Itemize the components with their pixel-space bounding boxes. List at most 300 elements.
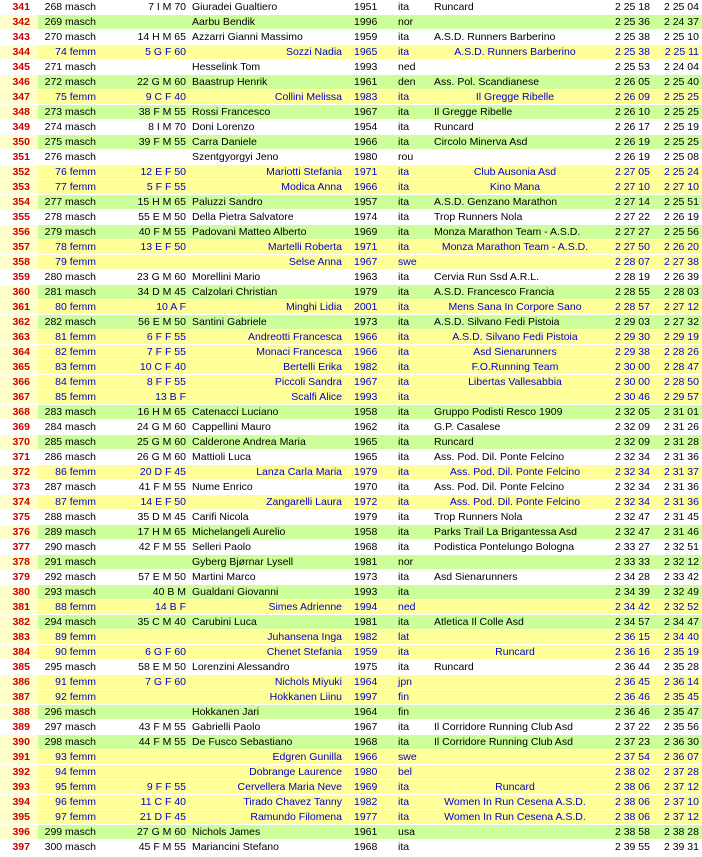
athlete-name-cell: Andreotti Francesca [188,330,348,345]
gun-time-cell: 2 38 58 [600,825,653,840]
gun-time-cell: 2 25 38 [600,45,653,60]
net-time-cell: 2 36 07 [653,750,702,765]
net-time-cell: 2 27 10 [653,180,702,195]
position-cell: 347 [0,90,38,105]
gun-time-cell: 2 26 19 [600,135,653,150]
net-time-cell: 2 37 10 [653,795,702,810]
gun-time-cell: 2 34 42 [600,600,653,615]
gun-time-cell: 2 27 27 [600,225,653,240]
nationality-cell: ita [394,165,430,180]
category-cell: 56 E M 50 [100,315,188,330]
table-row [0,15,702,30]
gun-time-cell: 2 27 22 [600,210,653,225]
net-time-cell: 2 25 25 [653,105,702,120]
category-cell: 25 G M 60 [100,435,188,450]
position-cell: 377 [0,540,38,555]
gender-rank-cell: 85 femm [38,390,100,405]
nationality-cell: ita [394,525,430,540]
category-cell: 5 F F 55 [100,180,188,195]
birth-year-cell: 1980 [348,150,394,165]
birth-year-cell: 1964 [348,705,394,720]
athlete-name-cell: Mariancini Stefano [188,840,348,855]
birth-year-cell: 1963 [348,270,394,285]
position-cell: 360 [0,285,38,300]
gun-time-cell: 2 25 38 [600,30,653,45]
table-row [0,585,702,600]
category-cell [100,255,188,270]
athlete-name-cell: Minghi Lidia [188,300,348,315]
table-row [0,645,702,660]
birth-year-cell: 1967 [348,375,394,390]
category-cell: 22 G M 60 [100,75,188,90]
category-cell: 40 B M [100,585,188,600]
athlete-name-cell: Simes Adrienne [188,600,348,615]
athlete-name-cell: Scalfi Alice [188,390,348,405]
club-cell: Runcard [430,120,600,135]
position-cell: 367 [0,390,38,405]
club-cell: Atletica Il Colle Asd [430,615,600,630]
gender-rank-cell: 97 femm [38,810,100,825]
table-row [0,705,702,720]
table-row [0,300,702,315]
nationality-cell: ita [394,585,430,600]
athlete-name-cell: Monaci Francesca [188,345,348,360]
net-time-cell: 2 25 40 [653,75,702,90]
position-cell: 395 [0,810,38,825]
net-time-cell: 2 25 10 [653,30,702,45]
gender-rank-cell: 288 masch [38,510,100,525]
club-cell [430,750,600,765]
gun-time-cell: 2 30 00 [600,375,653,390]
club-cell: Cervia Run Ssd A.R.L. [430,270,600,285]
category-cell: 7 F F 55 [100,345,188,360]
nationality-cell: ita [394,345,430,360]
gender-rank-cell: 296 masch [38,705,100,720]
gun-time-cell: 2 38 06 [600,810,653,825]
category-cell: 10 C F 40 [100,360,188,375]
birth-year-cell: 1969 [348,225,394,240]
gender-rank-cell: 76 femm [38,165,100,180]
gender-rank-cell: 87 femm [38,495,100,510]
nationality-cell: ita [394,105,430,120]
birth-year-cell: 1979 [348,285,394,300]
birth-year-cell: 1993 [348,585,394,600]
net-time-cell: 2 34 47 [653,615,702,630]
athlete-name-cell: Santini Gabriele [188,315,348,330]
birth-year-cell: 1968 [348,540,394,555]
table-row [0,75,702,90]
gender-rank-cell: 282 masch [38,315,100,330]
gun-time-cell: 2 32 09 [600,435,653,450]
table-row [0,90,702,105]
table-row [0,30,702,45]
gender-rank-cell: 286 masch [38,450,100,465]
club-cell: F.O.Running Team [430,360,600,375]
club-cell: Women In Run Cesena A.S.D. [430,810,600,825]
category-cell: 5 G F 60 [100,45,188,60]
club-cell: Il Corridore Running Club Asd [430,735,600,750]
athlete-name-cell: Azzarri Gianni Massimo [188,30,348,45]
club-cell: Circolo Minerva Asd [430,135,600,150]
birth-year-cell: 1967 [348,105,394,120]
athlete-name-cell: Mariotti Stefania [188,165,348,180]
gun-time-cell: 2 29 03 [600,315,653,330]
club-cell [430,825,600,840]
position-cell: 342 [0,15,38,30]
athlete-name-cell: Aarbu Bendik [188,15,348,30]
net-time-cell: 2 25 19 [653,120,702,135]
category-cell: 57 E M 50 [100,570,188,585]
gender-rank-cell: 96 femm [38,795,100,810]
gun-time-cell: 2 34 57 [600,615,653,630]
net-time-cell: 2 32 51 [653,540,702,555]
position-cell: 345 [0,60,38,75]
birth-year-cell: 1996 [348,15,394,30]
table-row [0,750,702,765]
birth-year-cell: 1993 [348,60,394,75]
gender-rank-cell: 274 masch [38,120,100,135]
gender-rank-cell: 93 femm [38,750,100,765]
category-cell [100,630,188,645]
athlete-name-cell: Selleri Paolo [188,540,348,555]
position-cell: 378 [0,555,38,570]
category-cell: 23 G M 60 [100,270,188,285]
gun-time-cell: 2 36 44 [600,660,653,675]
birth-year-cell: 1958 [348,405,394,420]
position-cell: 397 [0,840,38,855]
gun-time-cell: 2 37 22 [600,720,653,735]
nationality-cell: swe [394,750,430,765]
gender-rank-cell: 81 femm [38,330,100,345]
gun-time-cell: 2 39 55 [600,840,653,855]
club-cell [430,60,600,75]
gender-rank-cell: 90 femm [38,645,100,660]
nationality-cell: ita [394,330,430,345]
table-row [0,210,702,225]
net-time-cell: 2 28 03 [653,285,702,300]
nationality-cell: lat [394,630,430,645]
gender-rank-cell: 88 femm [38,600,100,615]
net-time-cell: 2 37 12 [653,780,702,795]
club-cell: Asd Sienarunners [430,345,600,360]
birth-year-cell: 1967 [348,255,394,270]
gun-time-cell: 2 32 34 [600,480,653,495]
athlete-name-cell: Carra Daniele [188,135,348,150]
net-time-cell: 2 35 56 [653,720,702,735]
athlete-name-cell: Martelli Roberta [188,240,348,255]
table-row [0,255,702,270]
birth-year-cell: 1966 [348,180,394,195]
gender-rank-cell: 268 masch [38,0,100,15]
club-cell: Il Gregge Ribelle [430,90,600,105]
athlete-name-cell: Collini Melissa [188,90,348,105]
club-cell: Mens Sana In Corpore Sano [430,300,600,315]
net-time-cell: 2 26 19 [653,210,702,225]
net-time-cell: 2 36 14 [653,675,702,690]
birth-year-cell: 1966 [348,330,394,345]
gun-time-cell: 2 25 53 [600,60,653,75]
birth-year-cell: 1994 [348,600,394,615]
athlete-name-cell: Padovani Matteo Alberto [188,225,348,240]
club-cell [430,15,600,30]
gun-time-cell: 2 27 50 [600,240,653,255]
category-cell [100,705,188,720]
position-cell: 381 [0,600,38,615]
position-cell: 362 [0,315,38,330]
birth-year-cell: 1983 [348,90,394,105]
athlete-name-cell: Della Pietra Salvatore [188,210,348,225]
nationality-cell: ita [394,540,430,555]
category-cell: 20 D F 45 [100,465,188,480]
net-time-cell: 2 28 50 [653,375,702,390]
net-time-cell: 2 29 57 [653,390,702,405]
nationality-cell: ita [394,225,430,240]
nationality-cell: ita [394,615,430,630]
position-cell: 368 [0,405,38,420]
table-row [0,435,702,450]
birth-year-cell: 1965 [348,450,394,465]
gender-rank-cell: 278 masch [38,210,100,225]
table-row [0,315,702,330]
category-cell: 8 I M 70 [100,120,188,135]
nationality-cell: ita [394,495,430,510]
category-cell: 17 H M 65 [100,525,188,540]
athlete-name-cell: Doni Lorenzo [188,120,348,135]
nationality-cell: ita [394,570,430,585]
position-cell: 359 [0,270,38,285]
net-time-cell: 2 38 28 [653,825,702,840]
athlete-name-cell: Dobrange Laurence [188,765,348,780]
gender-rank-cell: 276 masch [38,150,100,165]
athlete-name-cell: Nichols Miyuki [188,675,348,690]
nationality-cell: ita [394,300,430,315]
birth-year-cell: 1957 [348,195,394,210]
club-cell [430,690,600,705]
table-row [0,675,702,690]
category-cell: 7 G F 60 [100,675,188,690]
net-time-cell: 2 25 25 [653,135,702,150]
position-cell: 386 [0,675,38,690]
birth-year-cell: 2001 [348,300,394,315]
nationality-cell: bel [394,765,430,780]
gender-rank-cell: 300 masch [38,840,100,855]
position-cell: 346 [0,75,38,90]
position-cell: 355 [0,210,38,225]
gender-rank-cell: 80 femm [38,300,100,315]
net-time-cell: 2 24 37 [653,15,702,30]
table-row [0,840,702,855]
gender-rank-cell: 95 femm [38,780,100,795]
birth-year-cell: 1959 [348,30,394,45]
gun-time-cell: 2 26 05 [600,75,653,90]
net-time-cell: 2 31 36 [653,450,702,465]
gender-rank-cell: 299 masch [38,825,100,840]
position-cell: 374 [0,495,38,510]
category-cell [100,750,188,765]
net-time-cell: 2 31 37 [653,465,702,480]
nationality-cell: ita [394,390,430,405]
table-row [0,525,702,540]
category-cell: 8 F F 55 [100,375,188,390]
table-row [0,285,702,300]
table-row [0,405,702,420]
net-time-cell: 2 35 28 [653,660,702,675]
position-cell: 352 [0,165,38,180]
athlete-name-cell: Edgren Gunilla [188,750,348,765]
category-cell: 10 A F [100,300,188,315]
net-time-cell: 2 32 49 [653,585,702,600]
gun-time-cell: 2 32 34 [600,450,653,465]
gun-time-cell: 2 38 06 [600,795,653,810]
nationality-cell: ita [394,210,430,225]
nationality-cell: ita [394,135,430,150]
position-cell: 389 [0,720,38,735]
table-row [0,795,702,810]
nationality-cell: ned [394,60,430,75]
athlete-name-cell: Bertelli Erika [188,360,348,375]
net-time-cell: 2 34 40 [653,630,702,645]
position-cell: 349 [0,120,38,135]
nationality-cell: ita [394,435,430,450]
gun-time-cell: 2 32 47 [600,510,653,525]
gun-time-cell: 2 38 06 [600,780,653,795]
position-cell: 382 [0,615,38,630]
gender-rank-cell: 279 masch [38,225,100,240]
birth-year-cell: 1981 [348,555,394,570]
nationality-cell: ita [394,645,430,660]
gender-rank-cell: 290 masch [38,540,100,555]
nationality-cell: swe [394,255,430,270]
gender-rank-cell: 285 masch [38,435,100,450]
position-cell: 390 [0,735,38,750]
birth-year-cell: 1961 [348,825,394,840]
club-cell: Monza Marathon Team - A.S.D. [430,240,600,255]
position-cell: 384 [0,645,38,660]
birth-year-cell: 1951 [348,0,394,15]
nationality-cell: ita [394,315,430,330]
gun-time-cell: 2 37 54 [600,750,653,765]
nationality-cell: nor [394,555,430,570]
gender-rank-cell: 297 masch [38,720,100,735]
nationality-cell: fin [394,705,430,720]
nationality-cell: ita [394,195,430,210]
club-cell: Kino Mana [430,180,600,195]
club-cell: Ass. Pod. Dil. Ponte Felcino [430,450,600,465]
birth-year-cell: 1971 [348,165,394,180]
athlete-name-cell: Carubini Luca [188,615,348,630]
net-time-cell: 2 35 45 [653,690,702,705]
athlete-name-cell: Rossi Francesco [188,105,348,120]
nationality-cell: ita [394,510,430,525]
gender-rank-cell: 277 masch [38,195,100,210]
nationality-cell: ita [394,420,430,435]
club-cell: Runcard [430,0,600,15]
gun-time-cell: 2 28 07 [600,255,653,270]
category-cell [100,60,188,75]
gun-time-cell: 2 36 15 [600,630,653,645]
category-cell: 42 F M 55 [100,540,188,555]
athlete-name-cell: Michelangeli Aurelio [188,525,348,540]
gun-time-cell: 2 28 55 [600,285,653,300]
athlete-name-cell: Chenet Stefania [188,645,348,660]
gender-rank-cell: 281 masch [38,285,100,300]
birth-year-cell: 1970 [348,480,394,495]
athlete-name-cell: Catenacci Luciano [188,405,348,420]
nationality-cell: ita [394,660,430,675]
table-row [0,240,702,255]
position-cell: 393 [0,780,38,795]
athlete-name-cell: Juhansena Inga [188,630,348,645]
athlete-name-cell: Lanza Carla Maria [188,465,348,480]
club-cell: Trop Runners Nola [430,510,600,525]
net-time-cell: 2 35 19 [653,645,702,660]
position-cell: 357 [0,240,38,255]
position-cell: 370 [0,435,38,450]
birth-year-cell: 1962 [348,420,394,435]
position-cell: 394 [0,795,38,810]
net-time-cell: 2 39 31 [653,840,702,855]
gun-time-cell: 2 28 19 [600,270,653,285]
athlete-name-cell: Cervellera Maria Neve [188,780,348,795]
category-cell: 35 C M 40 [100,615,188,630]
club-cell: Ass. Pod. Dil. Ponte Felcino [430,465,600,480]
birth-year-cell: 1979 [348,510,394,525]
nationality-cell: ita [394,90,430,105]
birth-year-cell: 1993 [348,390,394,405]
position-cell: 350 [0,135,38,150]
net-time-cell: 2 25 08 [653,150,702,165]
birth-year-cell: 1968 [348,735,394,750]
gun-time-cell: 2 32 47 [600,525,653,540]
table-row [0,465,702,480]
net-time-cell: 2 32 52 [653,600,702,615]
club-cell [430,705,600,720]
club-cell: A.S.D. Francesco Francia [430,285,600,300]
athlete-name-cell: Tirado Chavez Tanny [188,795,348,810]
club-cell [430,255,600,270]
position-cell: 351 [0,150,38,165]
nationality-cell: jpn [394,675,430,690]
table-row [0,375,702,390]
athlete-name-cell: Martini Marco [188,570,348,585]
birth-year-cell: 1979 [348,465,394,480]
category-cell [100,15,188,30]
athlete-name-cell: Szentgyorgyi Jeno [188,150,348,165]
birth-year-cell: 1980 [348,765,394,780]
athlete-name-cell: Calzolari Christian [188,285,348,300]
table-row [0,510,702,525]
birth-year-cell: 1977 [348,810,394,825]
position-cell: 354 [0,195,38,210]
gender-rank-cell: 289 masch [38,525,100,540]
club-cell: Runcard [430,660,600,675]
gender-rank-cell: 83 femm [38,360,100,375]
table-row [0,420,702,435]
table-row [0,765,702,780]
position-cell: 361 [0,300,38,315]
club-cell: Ass. Pol. Scandianese [430,75,600,90]
birth-year-cell: 1964 [348,675,394,690]
position-cell: 376 [0,525,38,540]
birth-year-cell: 1982 [348,360,394,375]
gun-time-cell: 2 29 38 [600,345,653,360]
table-row [0,120,702,135]
athlete-name-cell: Gyberg Bjørnar Lysell [188,555,348,570]
category-cell: 21 D F 45 [100,810,188,825]
club-cell: Runcard [430,435,600,450]
table-row [0,60,702,75]
nationality-cell: ita [394,480,430,495]
